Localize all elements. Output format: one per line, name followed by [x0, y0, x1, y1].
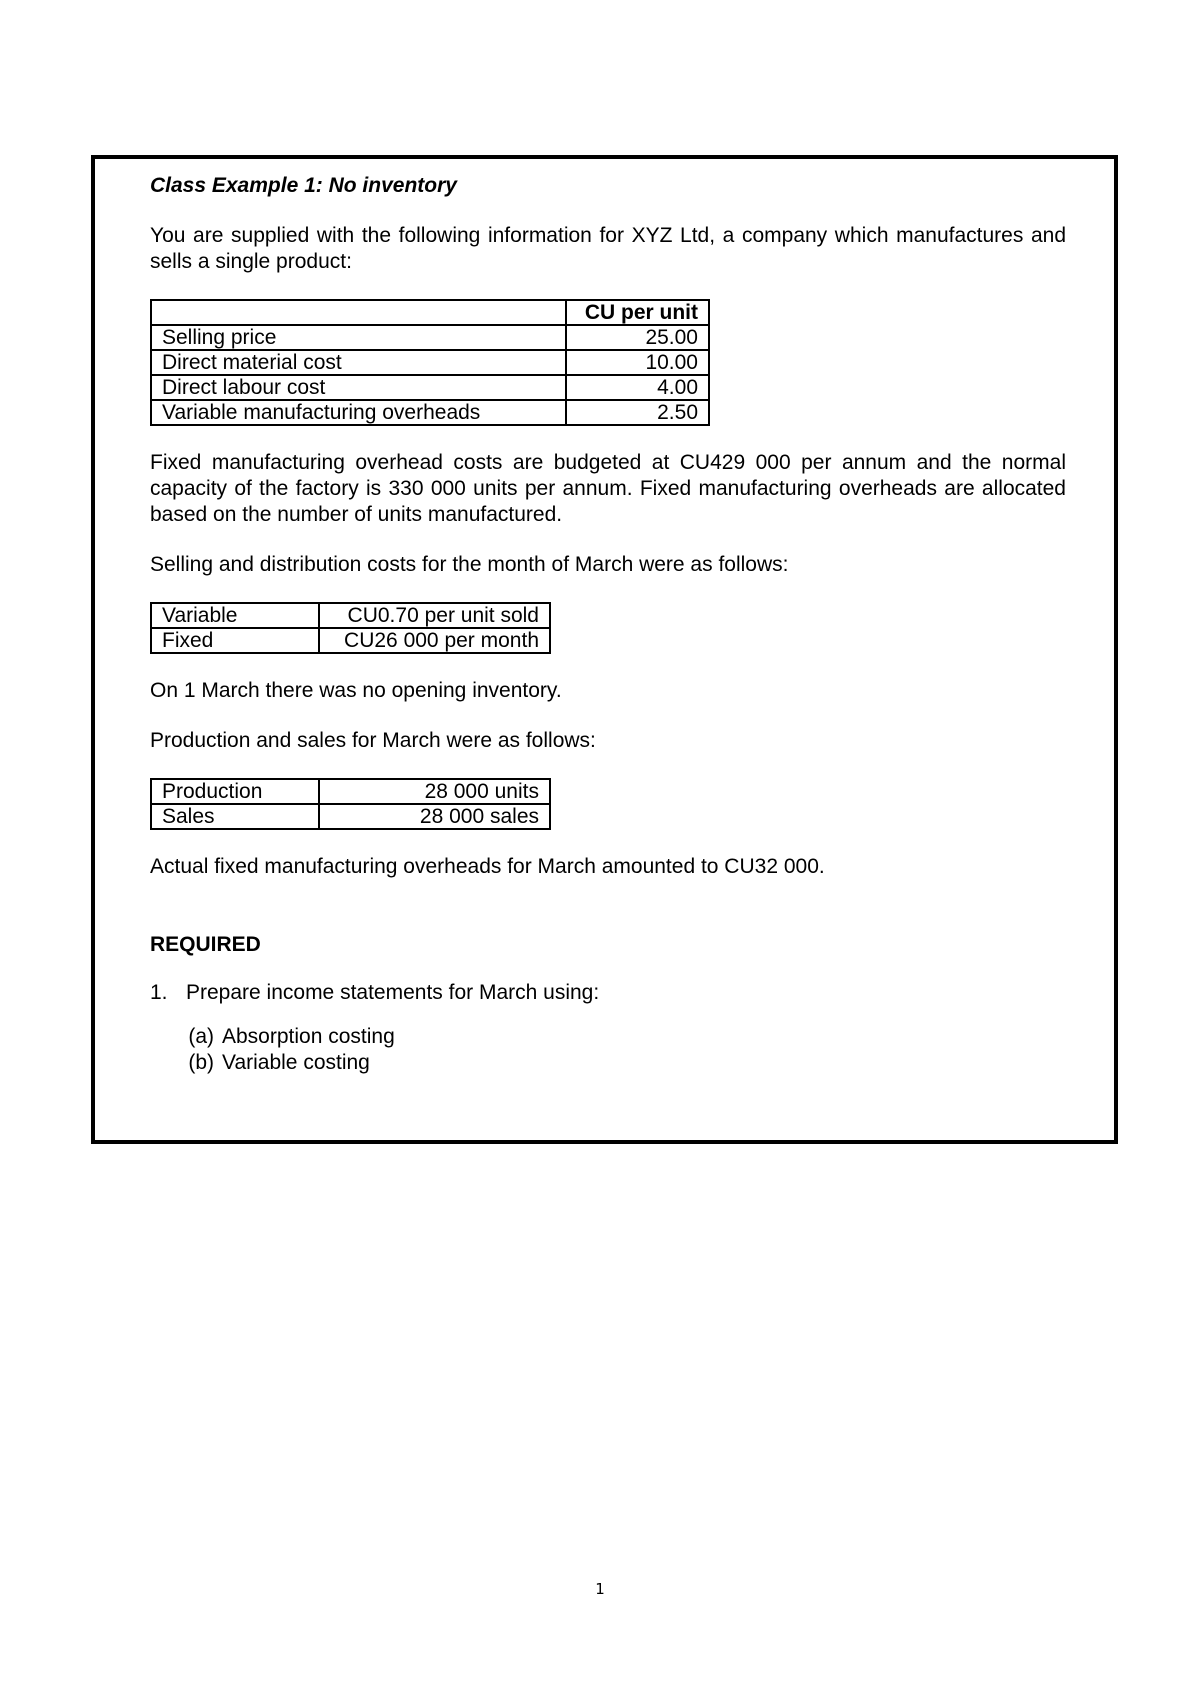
selling-costs-table: [150, 602, 551, 654]
row-label: Fixed: [151, 628, 319, 653]
example-title: Class Example 1: No inventory: [150, 174, 457, 197]
list-marker: 1.: [150, 981, 168, 1004]
row-value: CU0.70 per unit sold: [319, 603, 550, 628]
list-item-text: Absorption costing: [222, 1025, 395, 1048]
production-sales-table: [150, 778, 551, 830]
production-paragraph: Production and sales for March were as follows:: [150, 729, 596, 752]
table-row: [151, 804, 550, 829]
table-row: [151, 350, 709, 375]
table-row: [151, 779, 550, 804]
required-item-text: Prepare income statements for March using:: [186, 981, 600, 1004]
selling-costs-paragraph: Selling and distribution costs for the month of March were as follows:: [150, 553, 789, 576]
intro-paragraph: You are supplied with the following information for XYZ Ltd, a company which manufactures and sells a single product:: [150, 224, 1066, 273]
actual-overheads-paragraph: Actual fixed manufacturing overheads for March amounted to CU32 000.: [150, 855, 825, 878]
opening-inventory-paragraph: On 1 March there was no opening inventory.: [150, 679, 562, 702]
row-value: 25.00: [566, 325, 709, 350]
table-row: [151, 628, 550, 653]
list-item-text: Variable costing: [222, 1051, 370, 1074]
list-item: [150, 1024, 1066, 1050]
row-value: 4.00: [566, 375, 709, 400]
row-label: Variable: [151, 603, 319, 628]
row-value: CU26 000 per month: [319, 628, 550, 653]
row-label: Production: [151, 779, 319, 804]
row-label: Sales: [151, 804, 319, 829]
unit-cost-header-row: [151, 300, 709, 325]
required-item: [150, 980, 1066, 1006]
unit-cost-table: [150, 299, 710, 426]
list-marker: (a): [188, 1025, 214, 1048]
table-row: [151, 325, 709, 350]
table-row: [151, 375, 709, 400]
table-row: [151, 400, 709, 425]
list-item: [150, 1050, 1066, 1076]
required-subitems: [150, 1024, 1066, 1076]
row-label: Direct material cost: [151, 350, 566, 375]
row-value: 28 000 units: [319, 779, 550, 804]
example-content: [150, 173, 1066, 1076]
row-label: Selling price: [151, 325, 566, 350]
row-value: 28 000 sales: [319, 804, 550, 829]
fixed-overheads-paragraph: Fixed manufacturing overhead costs are budgeted at CU429 000 per annum and the normal capacity of the factory is 330 000 units per annum. Fixed manufacturing overheads are allocated based on the number of units manufactured.: [150, 451, 1066, 526]
table-row: [151, 603, 550, 628]
unit-cost-header: CU per unit: [566, 300, 709, 325]
example-box: [91, 155, 1118, 1144]
page-number: 1: [595, 1580, 605, 1598]
row-label: Direct labour cost: [151, 375, 566, 400]
unit-cost-header-empty: [151, 300, 566, 325]
required-heading: REQUIRED: [150, 933, 261, 956]
row-value: 2.50: [566, 400, 709, 425]
row-label: Variable manufacturing overheads: [151, 400, 566, 425]
row-value: 10.00: [566, 350, 709, 375]
list-marker: (b): [188, 1051, 214, 1074]
